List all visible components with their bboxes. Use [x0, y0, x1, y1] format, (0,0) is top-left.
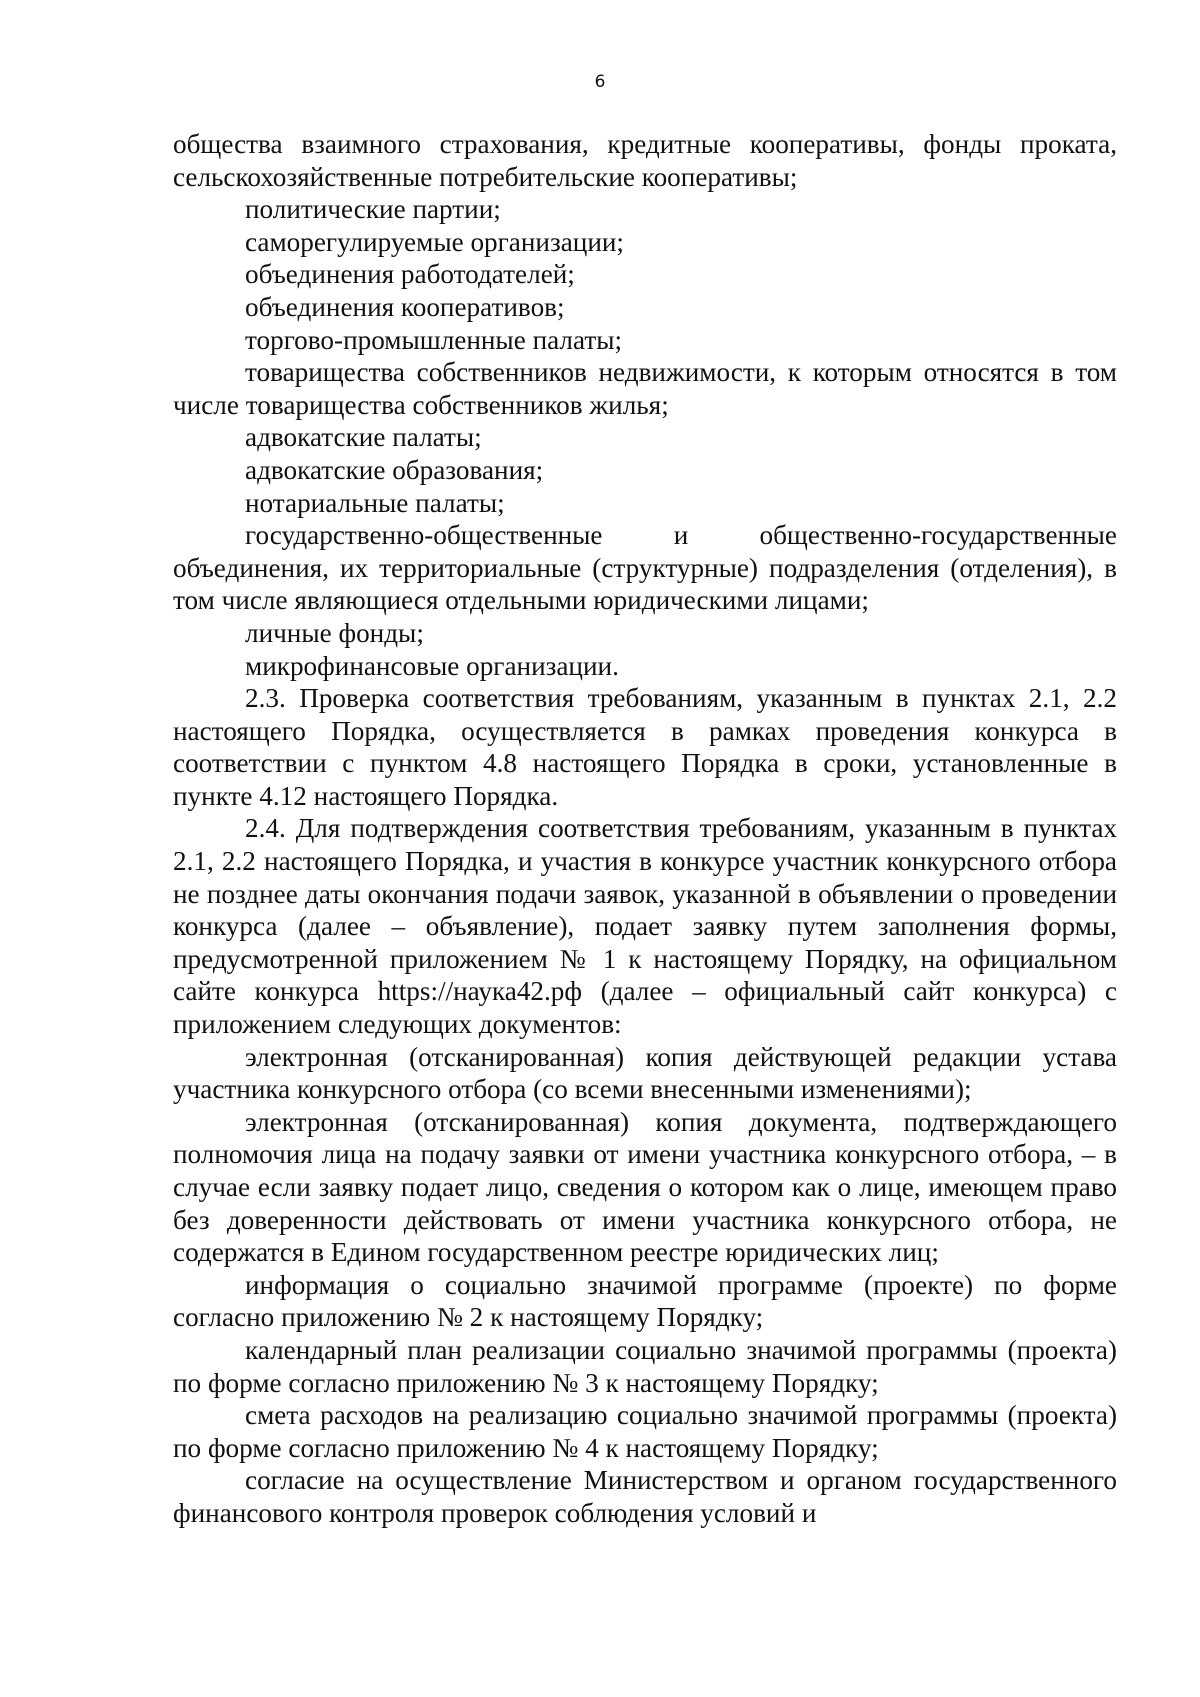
paragraph: общества взаимного страхования, кредитные кооперативы, фонды проката, сельскохозяйственные потребительские кооперативы; [173, 129, 1117, 192]
paragraph: электронная (отсканированная) копия документа, подтверждающего полномочия лица на подачу заявки от имени участника конкурсного отбора, – в случае если заявку подает лицо, сведения о котором как о лице, имеющем право без доверенности действовать от имени участника конкурсного отбора, не содержатся в Едином государственном реестре юридических лиц; [173, 1106, 1117, 1268]
paragraph: 2.3. Проверка соответствия требованиям, указанным в пунктах 2.1, 2.2 настоящего Порядка, осуществляется в рамках проведения конкурса в соответствии с пунктом 4.8 настоящего Порядка в сроки, установленные в пункте 4.12 настоящего Порядка. [173, 683, 1117, 811]
paragraph: календарный план реализации социально значимой программы (проекта) по форме согласно приложению № 3 к настоящему Порядку; [173, 1334, 1117, 1398]
paragraph: электронная (отсканированная) копия действующей редакции устава участника конкурсного отбора (со всеми внесенными изменениями); [173, 1041, 1117, 1105]
paragraph: микрофинансовые организации. [245, 650, 619, 681]
paragraph: нотариальные палаты; [245, 487, 505, 518]
paragraph: смета расходов на реализацию социально значимой программы (проекта) по форме согласно приложению № 4 к настоящему Порядку; [173, 1400, 1117, 1463]
paragraph: объединения работодателей; [245, 259, 575, 290]
paragraph: адвокатские палаты; [245, 422, 482, 453]
paragraph: государственно-общественные и общественно-государственные объединения, их территориальные (структурные) подразделения (отделения), в том числе являющиеся отдельными юридическими лицами; [173, 520, 1117, 616]
paragraph: политические партии; [245, 194, 501, 225]
paragraph: саморегулируемые организации; [245, 226, 624, 257]
paragraph: объединения кооперативов; [245, 291, 565, 322]
paragraph: адвокатские образования; [245, 454, 544, 485]
document-body [173, 128, 1117, 1530]
paragraph: согласие на осуществление Министерством и органом государственного финансового контроля проверок соблюдения условий и [173, 1465, 1117, 1528]
paragraph: личные фонды; [245, 617, 424, 648]
paragraph: информация о социально значимой программе (проекте) по форме согласно приложению № 2 к настоящему Порядку; [173, 1269, 1117, 1333]
paragraph: 2.4. Для подтверждения соответствия требованиям, указанным в пунктах 2.1, 2.2 настоящего Порядка, и участия в конкурсе участник конкурсного отбора не позднее даты окончания подачи заявок, указанной в объявлении о проведении конкурса (далее – объявление), подает заявку путем заполнения формы, предусмотренной приложением № 1 к настоящему Порядку, на официальном сайте конкурса https://наука42.рф (далее – официальный сайт конкурса) с приложением следующих документов: [173, 813, 1117, 1040]
paragraph: торгово-промышленные палаты; [245, 324, 623, 355]
paragraph: товарищества собственников недвижимости, к которым относятся в том числе товарищества собственников жилья; [173, 357, 1117, 420]
page-number: 6 [594, 72, 606, 92]
